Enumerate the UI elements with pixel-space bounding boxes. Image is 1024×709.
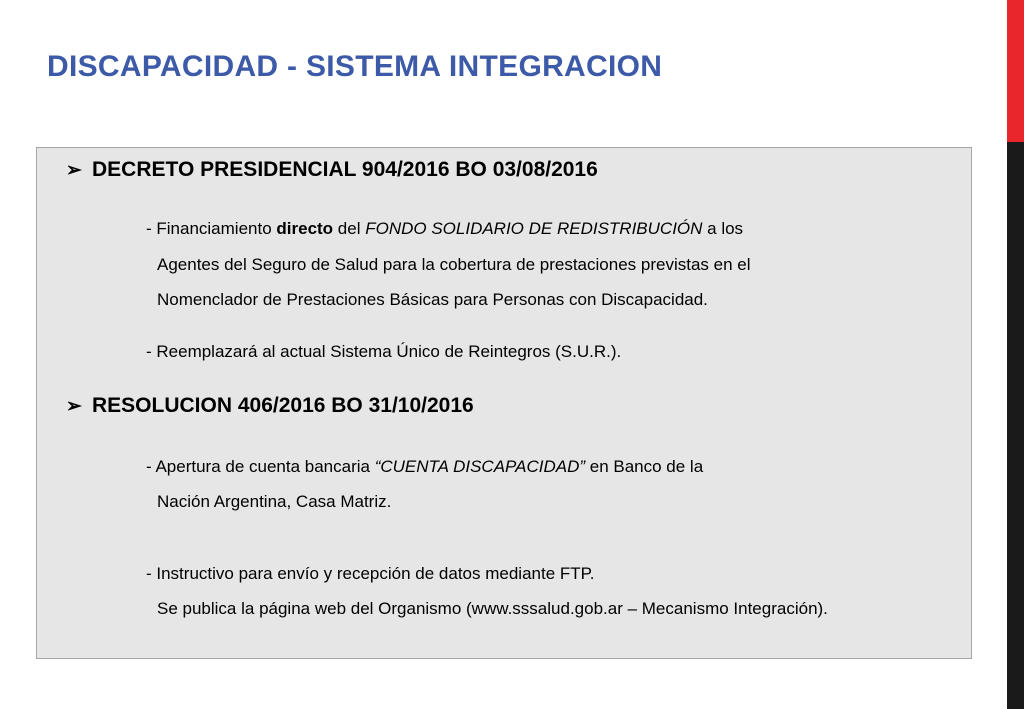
arrow-bullet-icon: ➢	[66, 396, 82, 417]
slide-title: DISCAPACIDAD - SISTEMA INTEGRACION	[47, 50, 663, 83]
arrow-bullet-icon: ➢	[66, 160, 82, 181]
section-heading-decreto	[66, 158, 598, 182]
resolucion-item1-line1: - Apertura de cuenta bancaria “CUENTA DISCAPACIDAD” en Banco de la	[146, 457, 704, 476]
section-heading-resolucion	[66, 394, 474, 418]
resolucion-item1-line2: Nación Argentina, Casa Matriz.	[157, 492, 392, 511]
accent-bar-dark	[1007, 142, 1024, 709]
decreto-item1-line2: Agentes del Seguro de Salud para la cobertura de prestaciones previstas en el	[157, 255, 751, 274]
heading-text: DECRETO PRESIDENCIAL 904/2016 BO 03/08/2016	[92, 158, 598, 181]
decreto-item2: - Reemplazará al actual Sistema Único de Reintegros (S.U.R.).	[146, 342, 622, 361]
decreto-item1-line1: - Financiamiento directo del FONDO SOLIDARIO DE REDISTRIBUCIÓN a los	[146, 219, 744, 238]
decreto-item1-line3: Nomenclador de Prestaciones Básicas para Personas con Discapacidad.	[157, 290, 708, 309]
accent-bar-red	[1007, 0, 1024, 142]
resolucion-item2-line1: - Instructivo para envío y recepción de datos mediante FTP.	[146, 564, 595, 583]
resolucion-item2-line2: Se publica la página web del Organismo (www.sssalud.gob.ar – Mecanismo Integración).	[157, 599, 828, 618]
heading-text: RESOLUCION 406/2016 BO 31/10/2016	[92, 394, 474, 417]
